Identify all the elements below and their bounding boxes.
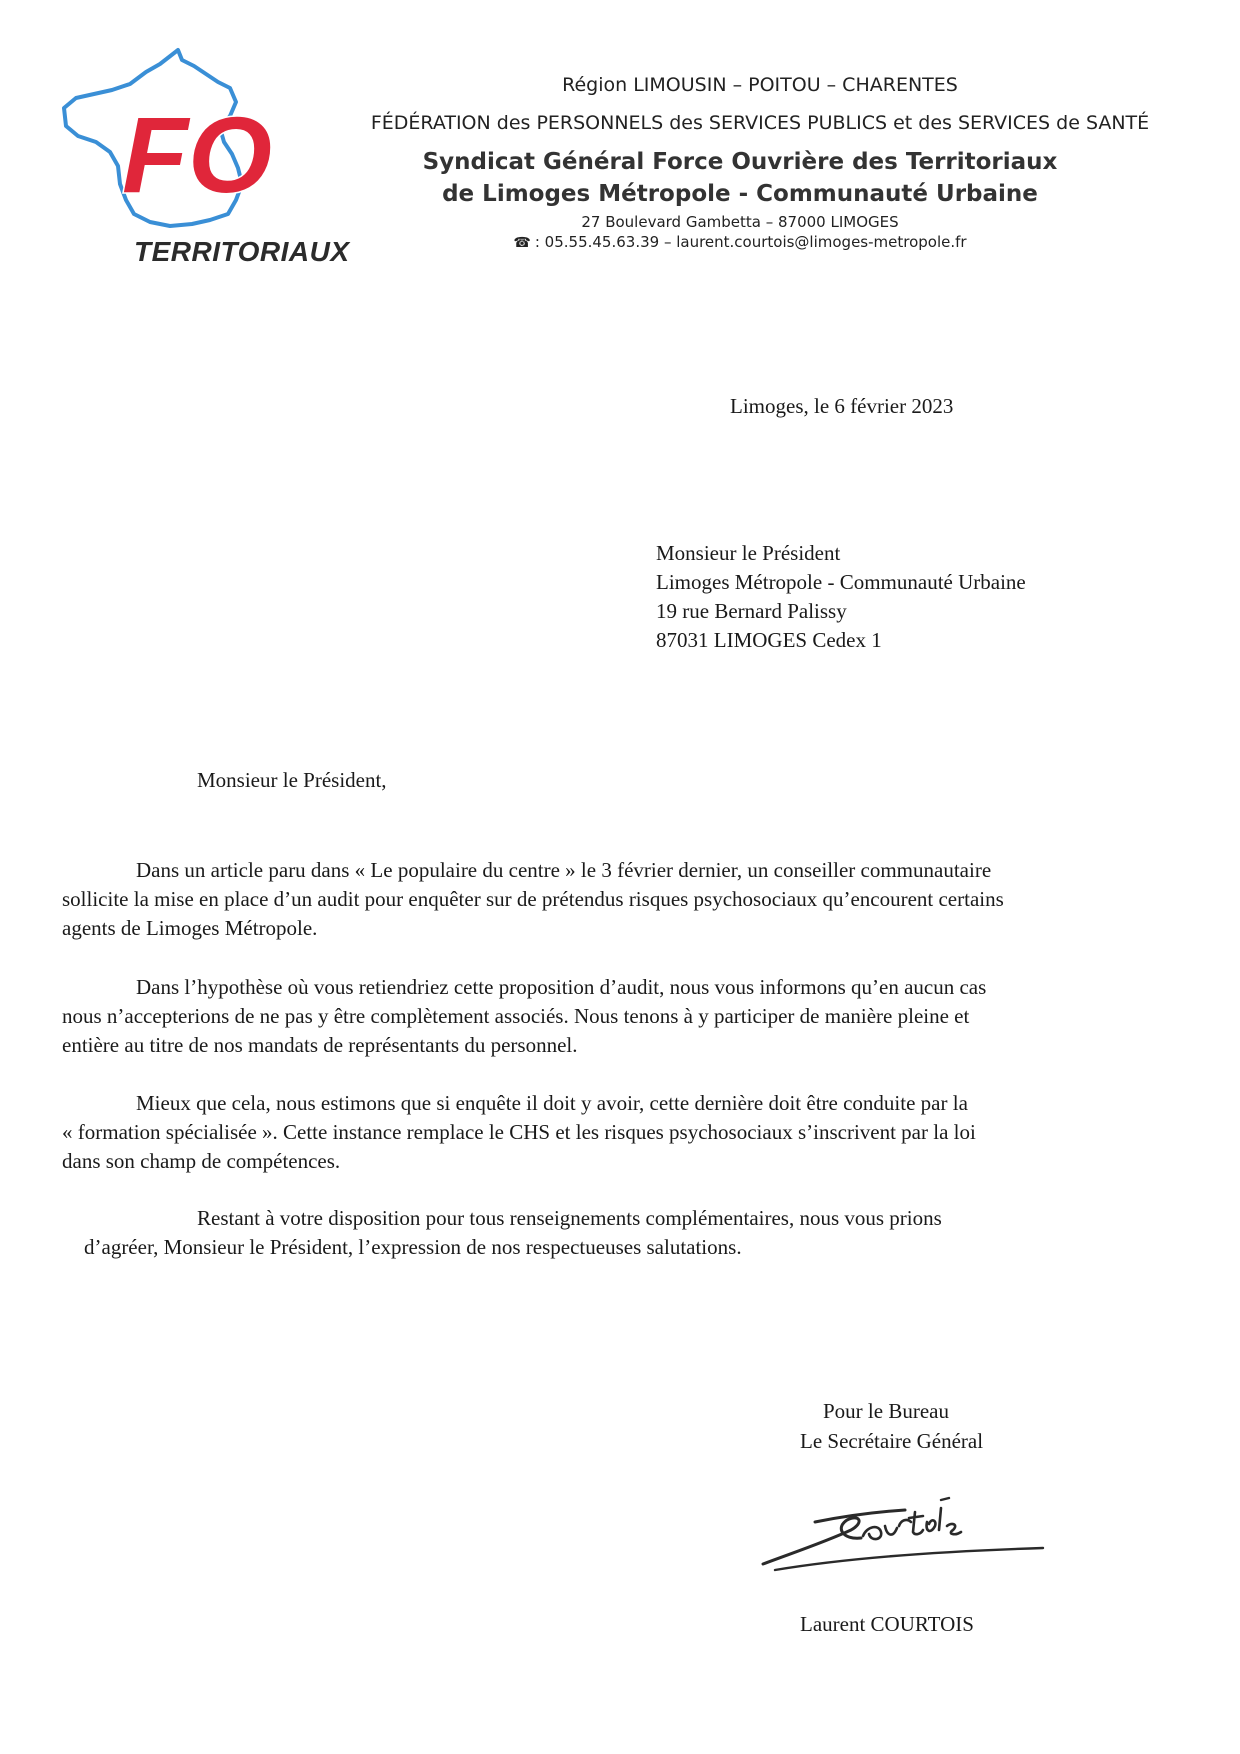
recipient-line1: Monsieur le Président bbox=[656, 541, 841, 565]
phone-icon: ☎ bbox=[513, 235, 531, 251]
closing-line2: Le Secrétaire Général bbox=[800, 1429, 984, 1453]
body-paragraph-4 bbox=[62, 1204, 942, 1262]
header-federation: FÉDÉRATION des PERSONNELS des SERVICES PUBLICS et des SERVICES de SANTÉ bbox=[370, 112, 1150, 134]
paragraph-line: Dans un article paru dans « Le populaire du centre » le 3 février dernier, un conseiller communautaire bbox=[136, 858, 992, 882]
recipient-address bbox=[656, 539, 1026, 655]
recipient-line4: 87031 LIMOGES Cedex 1 bbox=[656, 628, 882, 652]
paragraph-line: agents de Limoges Métropole. bbox=[62, 916, 318, 940]
handwritten-signature bbox=[755, 1486, 1055, 1576]
france-map-icon bbox=[60, 44, 340, 244]
recipient-line3: 19 rue Bernard Palissy bbox=[656, 599, 847, 623]
paragraph-line: Restant à votre disposition pour tous renseignements complémentaires, nous vous prions bbox=[197, 1206, 942, 1230]
header-region: Région LIMOUSIN – POITOU – CHARENTES bbox=[562, 74, 958, 96]
paragraph-line: Mieux que cela, nous estimons que si enquête il doit y avoir, cette dernière doit être conduite par la bbox=[136, 1091, 968, 1115]
header-syndicat-line2: de Limoges Métropole - Communauté Urbaine bbox=[442, 181, 1038, 207]
logo-subtitle: TERRITORIAUX bbox=[134, 236, 350, 267]
paragraph-line: dans son champ de compétences. bbox=[62, 1149, 341, 1173]
paragraph-line: « formation spécialisée ». Cette instance remplace le CHS et les risques psychosociaux s’inscrivent par la loi bbox=[62, 1120, 976, 1144]
header-address: 27 Boulevard Gambetta – 87000 LIMOGES bbox=[581, 213, 899, 231]
body-paragraph-2 bbox=[62, 973, 986, 1060]
salutation: Monsieur le Président, bbox=[197, 768, 387, 792]
paragraph-line: d’agréer, Monsieur le Président, l’expression de nos respectueuses salutations. bbox=[84, 1235, 742, 1259]
recipient-line2: Limoges Métropole - Communauté Urbaine bbox=[656, 570, 1026, 594]
fo-territoriaux-logo bbox=[60, 44, 350, 284]
letter-date: Limoges, le 6 février 2023 bbox=[730, 394, 954, 418]
signer-name: Laurent COURTOIS bbox=[800, 1612, 974, 1636]
closing-block bbox=[800, 1396, 983, 1456]
closing-line1: Pour le Bureau bbox=[823, 1399, 949, 1423]
header-contact-text: : 05.55.45.63.39 – laurent.courtois@limoges-metropole.fr bbox=[534, 233, 967, 251]
fo-brand-letters: FO bbox=[122, 94, 272, 215]
header-syndicat-line1: Syndicat Général Force Ouvrière des Territoriaux bbox=[422, 149, 1058, 175]
paragraph-line: sollicite la mise en place d’un audit pour enquêter sur de prétendus risques psychosociaux qu’encourent certains bbox=[62, 887, 1004, 911]
paragraph-line: Dans l’hypothèse où vous retiendriez cette proposition d’audit, nous vous informons qu’en aucun cas bbox=[136, 975, 987, 999]
paragraph-line: entière au titre de nos mandats de représentants du personnel. bbox=[62, 1033, 578, 1057]
body-paragraph-3 bbox=[62, 1089, 976, 1176]
header-contact bbox=[300, 233, 1180, 251]
paragraph-line: nous n’accepterions de ne pas y être complètement associés. Nous tenons à y participer de manière pleine et bbox=[62, 1004, 970, 1028]
body-paragraph-1 bbox=[62, 856, 1004, 943]
